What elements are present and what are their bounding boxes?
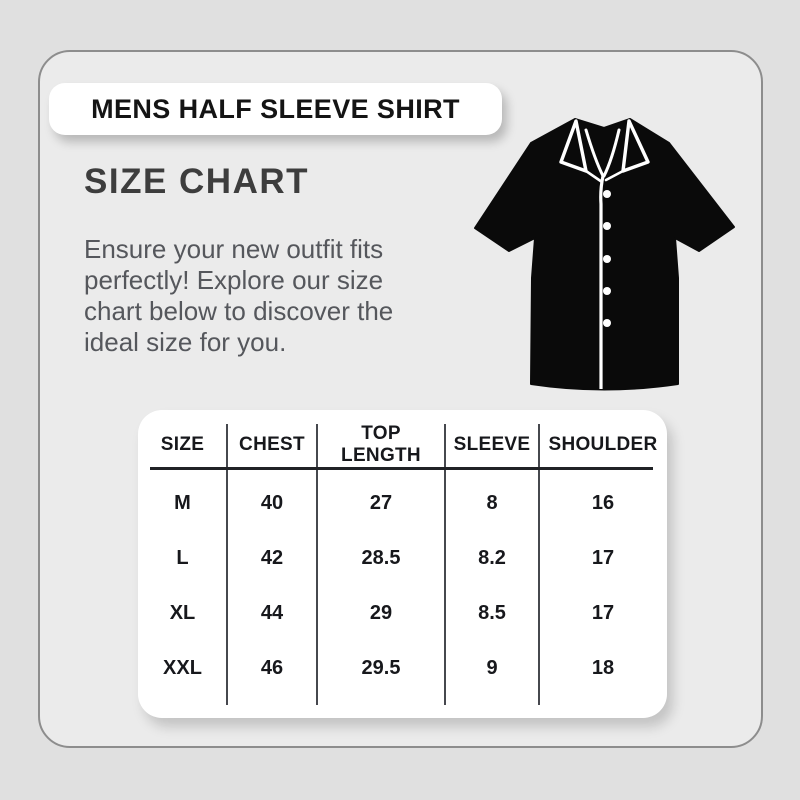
table-cell: 29 [369, 602, 393, 624]
table-cell: 40 [260, 492, 284, 514]
intro-line: perfectly! Explore our size [84, 265, 384, 295]
table-cell: 16 [591, 492, 615, 514]
table-cell: 17 [591, 602, 615, 624]
table-cell: 9 [486, 657, 498, 679]
table-cell: 28.5 [361, 547, 401, 569]
table-cell: 46 [260, 657, 284, 679]
table-header-shoulder: SHOULDER [548, 433, 658, 455]
outer-panel [38, 50, 763, 748]
table-header-sleeve: SLEEVE [453, 433, 531, 455]
table-cell: 8.5 [478, 602, 506, 624]
table-cell: M [174, 492, 191, 514]
table-header-chest: CHEST [239, 433, 305, 455]
table-cell: 17 [591, 547, 615, 569]
table-cell: 44 [260, 602, 284, 624]
page-title: SIZE CHART [84, 162, 309, 201]
size-table [138, 410, 667, 718]
table-cell: 27 [369, 492, 393, 514]
product-title-badge [49, 83, 502, 135]
intro-line: chart below to discover the [84, 296, 394, 326]
intro-line: Ensure your new outfit fits [84, 234, 384, 264]
table-header-top-length: TOP LENGTH [341, 422, 421, 466]
intro-text [84, 234, 393, 358]
product-title: MENS HALF SLEEVE SHIRT [91, 93, 460, 124]
table-cell: 29.5 [361, 657, 401, 679]
table-cell: XL [169, 602, 196, 624]
shirt-illustration [473, 118, 737, 391]
table-cell: 42 [260, 547, 284, 569]
size-table-card [138, 410, 667, 718]
table-header-size: SIZE [160, 433, 205, 455]
table-cell: 8 [486, 492, 498, 514]
table-cell: L [176, 547, 189, 569]
table-cell: XXL [163, 657, 202, 679]
table-cell: 18 [591, 657, 615, 679]
table-cell: 8.2 [478, 547, 506, 569]
half-sleeve-shirt-icon [473, 118, 737, 391]
intro-line: ideal size for you. [84, 327, 287, 357]
